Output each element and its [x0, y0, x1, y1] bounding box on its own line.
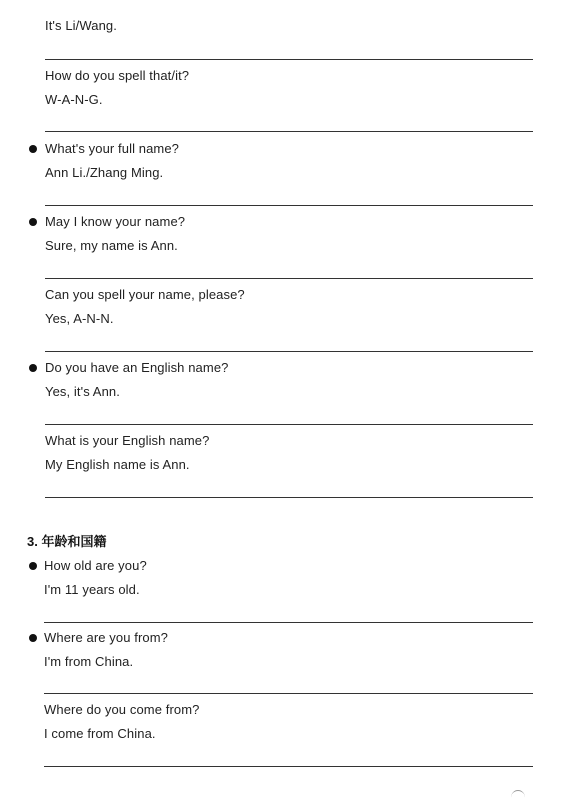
- question-text: Where are you from?: [44, 630, 169, 645]
- answer-rule: [45, 278, 533, 279]
- question-text: How old are you?: [44, 558, 147, 573]
- page-corner-mark: [511, 790, 525, 805]
- bullet-icon: [29, 364, 37, 372]
- answer-rule: [44, 622, 533, 623]
- question-text: What's your full name?: [45, 141, 180, 156]
- question-text: Do you have an English name?: [45, 360, 229, 375]
- answer-rule: [44, 766, 533, 767]
- bullet-icon: [29, 634, 37, 642]
- answer-rule: [45, 424, 533, 425]
- answer-rule: [45, 351, 533, 352]
- answer-text: Yes, A-N-N.: [45, 311, 114, 326]
- answer-text: I'm 11 years old.: [44, 582, 140, 597]
- answer-text: It's Li/Wang.: [45, 18, 117, 33]
- answer-rule: [45, 59, 533, 60]
- answer-text: Ann Li./Zhang Ming.: [45, 165, 164, 180]
- answer-text: W-A-N-G.: [45, 92, 103, 107]
- bullet-icon: [29, 218, 37, 226]
- answer-text: Sure, my name is Ann.: [45, 238, 178, 253]
- question-text: Where do you come from?: [44, 702, 200, 717]
- section-heading: 3. 年龄和国籍: [27, 534, 107, 549]
- answer-rule: [45, 497, 533, 498]
- answer-rule: [45, 205, 533, 206]
- question-text: Can you spell your name, please?: [45, 287, 245, 302]
- question-text: How do you spell that/it?: [45, 68, 190, 83]
- question-text: What is your English name?: [45, 433, 210, 448]
- answer-rule: [45, 131, 533, 132]
- bullet-icon: [29, 145, 37, 153]
- bullet-icon: [29, 562, 37, 570]
- question-text: May I know your name?: [45, 214, 186, 229]
- answer-text: I come from China.: [44, 726, 156, 741]
- answer-text: I'm from China.: [44, 654, 134, 669]
- answer-text: My English name is Ann.: [45, 457, 190, 472]
- answer-text: Yes, it's Ann.: [45, 384, 120, 399]
- answer-rule: [44, 693, 533, 694]
